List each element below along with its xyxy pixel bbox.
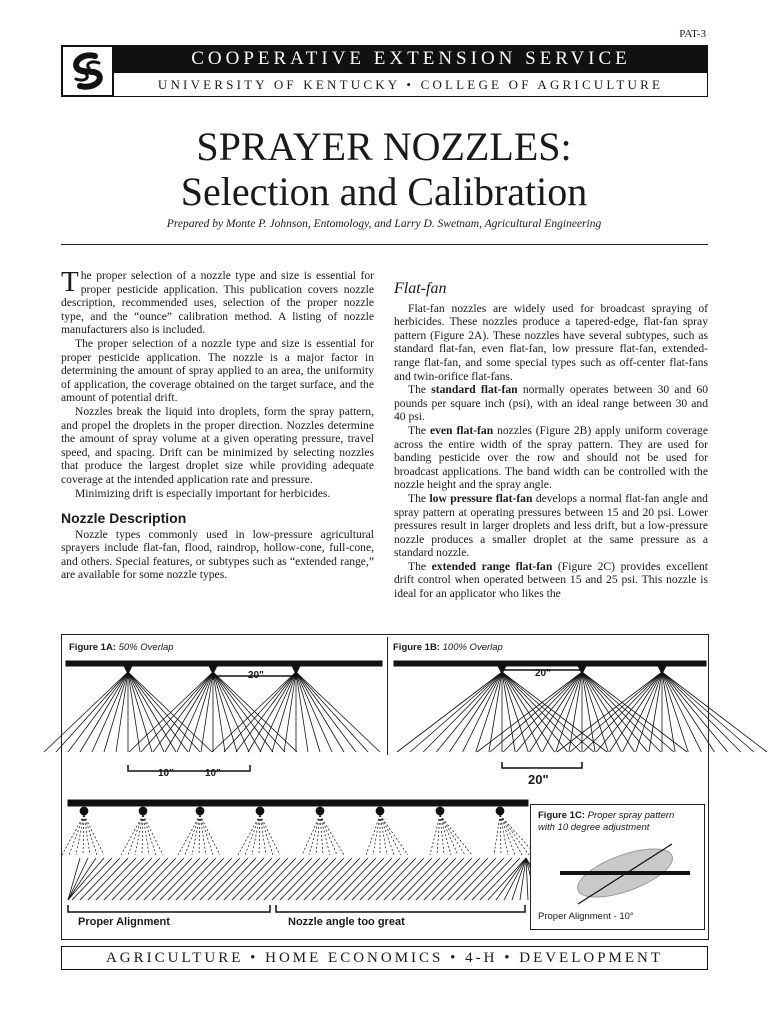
spray-fans-1a (44, 666, 380, 752)
term-standard-flat-fan: standard flat-fan (431, 383, 518, 397)
spray-fans-1b (397, 666, 767, 752)
spacing-label: 20" (535, 668, 551, 679)
boom-bar-lower (68, 800, 528, 806)
publication-code: PAT-3 (679, 28, 706, 40)
spacing-label: 10" (158, 768, 174, 779)
label-nozzle-angle: Nozzle angle too great (288, 916, 405, 928)
org-banner: COOPERATIVE EXTENSION SERVICE (114, 45, 708, 72)
label-proper-alignment-10: Proper Alignment - 10° (538, 911, 634, 922)
dim-10-bracket (128, 765, 250, 771)
term-even-flat-fan: even flat-fan (429, 423, 494, 437)
page-title-line1: SPRAYER NOZZLES: (196, 124, 572, 169)
paragraph: The standard flat-fan normally operates between 30 and 60 pounds per square inch (psi), with an ideal range between 30 and 40 psi. (394, 383, 708, 424)
spacing-label: 20" (248, 670, 264, 681)
dim-20-1b-lower (502, 762, 582, 768)
caption-figure-1b: Figure 1B: 100% Overlap (393, 642, 503, 653)
label-proper-alignment: Proper Alignment (78, 916, 170, 928)
paragraph: The low pressure flat-fan develops a normal flat-fan angle and spray pattern at operating pressures between 15 and 20 psi. Lower pressures result in larger droplets and less drift, but a low-pressure nozzle produces a smaller droplet at the same pressure as a standard nozzle. (394, 491, 708, 560)
paragraph: Flat-fan nozzles are widely used for broadcast spraying of herbicides. These nozzles produce a tapered-edge, flat-fan spray pattern (Figure 2A). These nozzles have several subtypes, such as standard flat-fan, even flat-fan, low pressure flat-fan, extended-range flat-fan, and some special types such as off-center flat-fans and twin-orifice flat-fans. (394, 301, 708, 383)
caption-figure-1a: Figure 1A: 50% Overlap (69, 642, 174, 653)
boom-bar-1a (66, 661, 382, 666)
paragraph: Minimizing drift is especially important for herbicides. (75, 486, 331, 500)
spacing-label: 10" (205, 768, 221, 779)
paragraph: The even flat-fan nozzles (Figure 2B) apply uniform coverage across the entire width of the spray pattern. They are used for banding pesticide over the row and should not be used for broadcast applications. The band width can be controlled with the nozzle height and the spray angle. (394, 423, 708, 492)
university-banner: UNIVERSITY OF KENTUCKY • COLLEGE OF AGRICULTURE (114, 72, 708, 97)
drop-cap: T (61, 266, 79, 298)
intro-text: he proper selection of a nozzle type and size is essential for proper pesticide application. This publication covers nozzle description, recommended uses, selection of the proper nozzle type, and the “ounce” calibration method. A listing of nozzle manufacturers also is included. (61, 269, 374, 337)
section-heading-nozzle-description: Nozzle Description (61, 510, 187, 527)
page-title-line2: Selection and Calibration (180, 169, 588, 214)
spray-fans-lower (62, 807, 536, 855)
bracket-angle-too-great (276, 905, 525, 912)
paragraph: The extended range flat-fan (Figure 2C) provides excellent drift control when operated between 15 and 25 psi. This nozzle is ideal for an applicator who likes the (394, 559, 708, 601)
paragraph: Nozzle types commonly used in low-pressure agricultural sprayers include flat-fan, flood, raindrop, hollow-cone, full-cone, and others. Special features, or subtypes such as “extended range,” are available for some nozzle types. (61, 527, 374, 582)
term-low-pressure-flat-fan: low pressure flat-fan (429, 491, 533, 505)
section-heading-flat-fan: Flat-fan (394, 280, 447, 297)
footer-banner: AGRICULTURE • HOME ECONOMICS • 4-H • DEVELOPMENT (61, 946, 708, 970)
spacing-label: 20" (528, 772, 549, 787)
byline: Prepared by Monte P. Johnson, Entomology, and Larry D. Swetnam, Agricultural Engineering (166, 218, 602, 230)
term-extended-range-flat-fan: extended range flat-fan (431, 559, 553, 573)
paragraph: Nozzles break the liquid into droplets, form the spray pattern, and propel the droplets in the proper direction. Nozzles determine the amount of spray volume at a given operating pressure, travel speed, and spacing. Drift can be minimized by selecting nozzles that produce the largest droplet size while providing adequate coverage at the intended application rate and pressure. (61, 404, 374, 486)
ground-hatching (68, 858, 552, 900)
paragraph: The proper selection of a nozzle type and size is essential for proper pesticide application. The nozzle is a major factor in determining the amount of spray applied to an area, the uniformity of application, the coverage obtained on the target surface, and the amount of potential drift. (61, 336, 374, 405)
bracket-proper-alignment (68, 905, 270, 912)
boom-bar-1b (394, 661, 706, 666)
caption-figure-1c: Figure 1C: Proper spray pattern with 10 degree adjustment (538, 810, 675, 833)
